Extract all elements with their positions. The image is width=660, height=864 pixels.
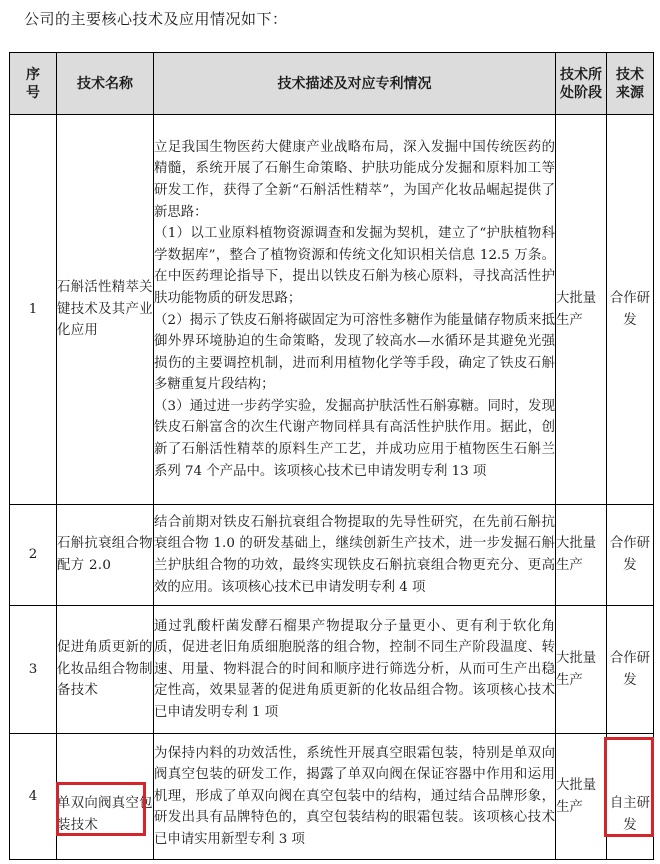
table-row	[10, 734, 654, 860]
row-tech-source: 自主研发	[607, 734, 654, 860]
table-header-row	[10, 53, 654, 115]
row-tech-desc	[154, 734, 556, 860]
row-tech-name: 石斛抗衰组合物配方 2.0	[57, 505, 154, 606]
row-tech-desc	[154, 606, 556, 734]
header-source: 技术来源	[607, 53, 654, 115]
header-desc: 技术描述及对应专利情况	[154, 53, 556, 115]
row-seq: 2	[10, 505, 57, 606]
core-technology-table	[9, 52, 654, 860]
desc-paragraph: （1）以工业原料植物资源调查和发掘为契机，建立了“护肤植物科学数据库”，整合了植物资源和传统文化知识相关信息 12.5 万条。在中医药理论指导下，提出以铁皮石斛为核心原料，寻找高活性护肤功能物质的研发思路；	[154, 226, 555, 306]
desc-paragraph: 结合前期对铁皮石斛抗衰组合物提取的先导性研究，在先前石斛抗衰组合物 1.0 的研发基础上，继续创新生产技术，进一步发掘石斛兰护肤组合物的功效，最终实现铁皮石斛抗衰组合物更充分、更高效的应用。该项核心技术已申请发明专利 4 项	[154, 514, 555, 595]
desc-paragraph: （2）揭示了铁皮石斛将碳固定为可溶性多糖作为能量储存物质来抵御外界环境胁迫的生命策略，发现了较高水—水循环是其避免光强损伤的主要调控机制，进而利用植物化学等手段，确定了铁皮石斛多糖重复片段结构；	[154, 312, 555, 393]
row-seq: 4	[10, 734, 57, 860]
desc-paragraph: 为保持内料的功效活性，系统性开展真空眼霜包装，特别是单双向阀真空包装的研发工作，揭露了单双向阀在保证容器中作用和运用机理，形成了单双向阀在真空包装中的结构，通过结合品牌形象，研发出具有品牌特色的，真空包装结构的眼霜包装。该项核心技术已申请实用新型专利 3 项	[154, 745, 555, 847]
row-tech-source: 合作研发	[607, 606, 654, 734]
header-name: 技术名称	[57, 53, 154, 115]
header-stage: 技术所处阶段	[556, 53, 607, 115]
row-tech-source: 合作研发	[607, 505, 654, 606]
row-tech-stage: 大批量生产	[556, 606, 607, 734]
desc-paragraph: （3）通过进一步药学实验，发掘高护肤活性石斛寡糖。同时，发现铁皮石斛富含的次生代谢产物同样具有高活性护肤作用。据此，创新了石斛活性精萃的原料生产工艺，并成功应用于植物医生石斛兰系列 74 个产品中。该项核心技术已申请发明专利 13 项	[154, 398, 555, 479]
row-tech-name: 石斛活性精萃关键技术及其产业化应用	[57, 115, 154, 505]
row-tech-desc	[154, 115, 556, 505]
row-tech-stage: 大批量生产	[556, 734, 607, 860]
intro-text: 公司的主要核心技术及应用情况如下：	[24, 10, 288, 28]
row-tech-name: 促进角质更新的化妆品组合物制备技术	[57, 606, 154, 734]
table-row	[10, 115, 654, 505]
row-tech-stage: 大批量生产	[556, 505, 607, 606]
header-seq: 序号	[10, 53, 57, 115]
row-tech-name: 单双向阀真空包装技术	[57, 734, 154, 860]
table-row	[10, 606, 654, 734]
row-tech-desc	[154, 505, 556, 606]
row-tech-source: 合作研发	[607, 115, 654, 505]
table-row	[10, 505, 654, 606]
desc-paragraph: 立足我国生物医药大健康产业战略布局，深入发掘中国传统医药的精髓，系统开展了石斛生命策略、护肤功能成分发掘和原料加工等研发工作，获得了全新“石斛活性精萃”，为国产化妆品崛起提供了新思路：	[154, 139, 555, 220]
row-seq: 3	[10, 606, 57, 734]
row-seq: 1	[10, 115, 57, 505]
desc-paragraph: 通过乳酸杆菌发酵石榴果产物提取分子量更小、更有利于软化角质，促进老旧角质细胞脱落的组合物，控制不同生产阶段温度、转速、用量、物料混合的时间和顺序进行筛选分析，从而可生产出稳定性高，效果显著的促进角质更新的化妆品组合物。该项核心技术已申请发明专利 1 项	[154, 618, 555, 720]
row-tech-stage: 大批量生产	[556, 115, 607, 505]
